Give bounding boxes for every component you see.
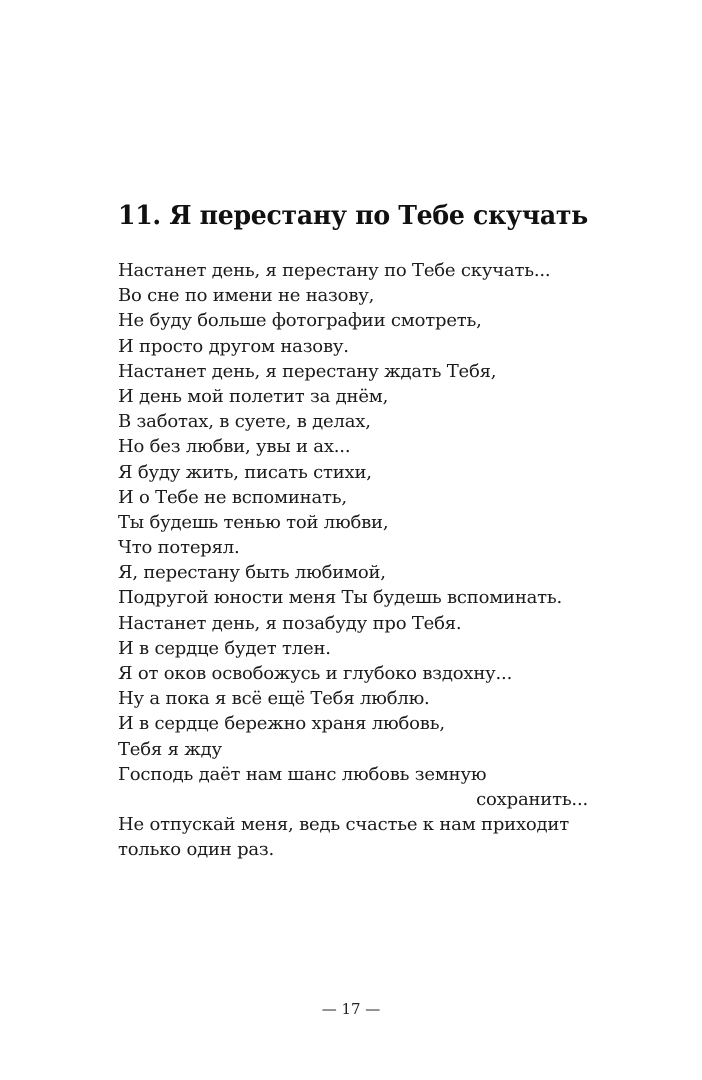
poem-line: Во сне по имени не назову, xyxy=(118,285,375,307)
poem-line: Не отпускай меня, ведь счастье к нам приходит xyxy=(118,814,569,836)
poem-line: Тебя я жду xyxy=(118,738,222,760)
poem-line: В заботах, в суете, в делах, xyxy=(118,411,371,433)
poem-line: Я, перестану быть любимой, xyxy=(118,562,386,584)
page-number: — 17 — xyxy=(321,1000,381,1018)
poem-line: только один раз. xyxy=(118,839,275,861)
poem-line: И в сердце бережно храня любовь, xyxy=(118,713,445,735)
poem-line: Настанет день, я перестану ждать Тебя, xyxy=(118,360,497,382)
poem-line: Ну а пока я всё ещё Тебя люблю. xyxy=(118,688,430,710)
poem-line: Настанет день, я перестану по Тебе скучать... xyxy=(118,260,551,281)
poem-line: Но без любви, увы и ах... xyxy=(118,436,351,458)
poem-line: Ты будешь тенью той любви, xyxy=(118,511,389,533)
poem-line: Я от оков освобожусь и глубоко вздохну... xyxy=(118,663,513,684)
poem-body xyxy=(118,258,588,863)
poem-line: И день мой полетит за днём, xyxy=(118,385,389,407)
poem-line: Я буду жить, писать стихи, xyxy=(118,461,372,483)
poem-line: Не буду больше фотографии смотреть, xyxy=(118,310,482,332)
poem-line: И о Тебе не вспоминать, xyxy=(118,486,347,508)
poem-line: Подругой юности меня Ты будешь вспоминать. xyxy=(118,587,563,609)
poem-line: Господь даёт нам шанс любовь земную xyxy=(118,763,487,785)
poem-line: И в сердце будет тлен. xyxy=(118,637,331,659)
poem-line-continuation: сохранить... xyxy=(476,788,588,810)
poem-line: Настанет день, я позабуду про Тебя. xyxy=(118,612,462,634)
poem-line: И просто другом назову. xyxy=(118,335,349,357)
poem-line: Что потерял. xyxy=(118,537,240,559)
poem-title: 11. Я перестану по Тебе скучать xyxy=(118,201,588,231)
